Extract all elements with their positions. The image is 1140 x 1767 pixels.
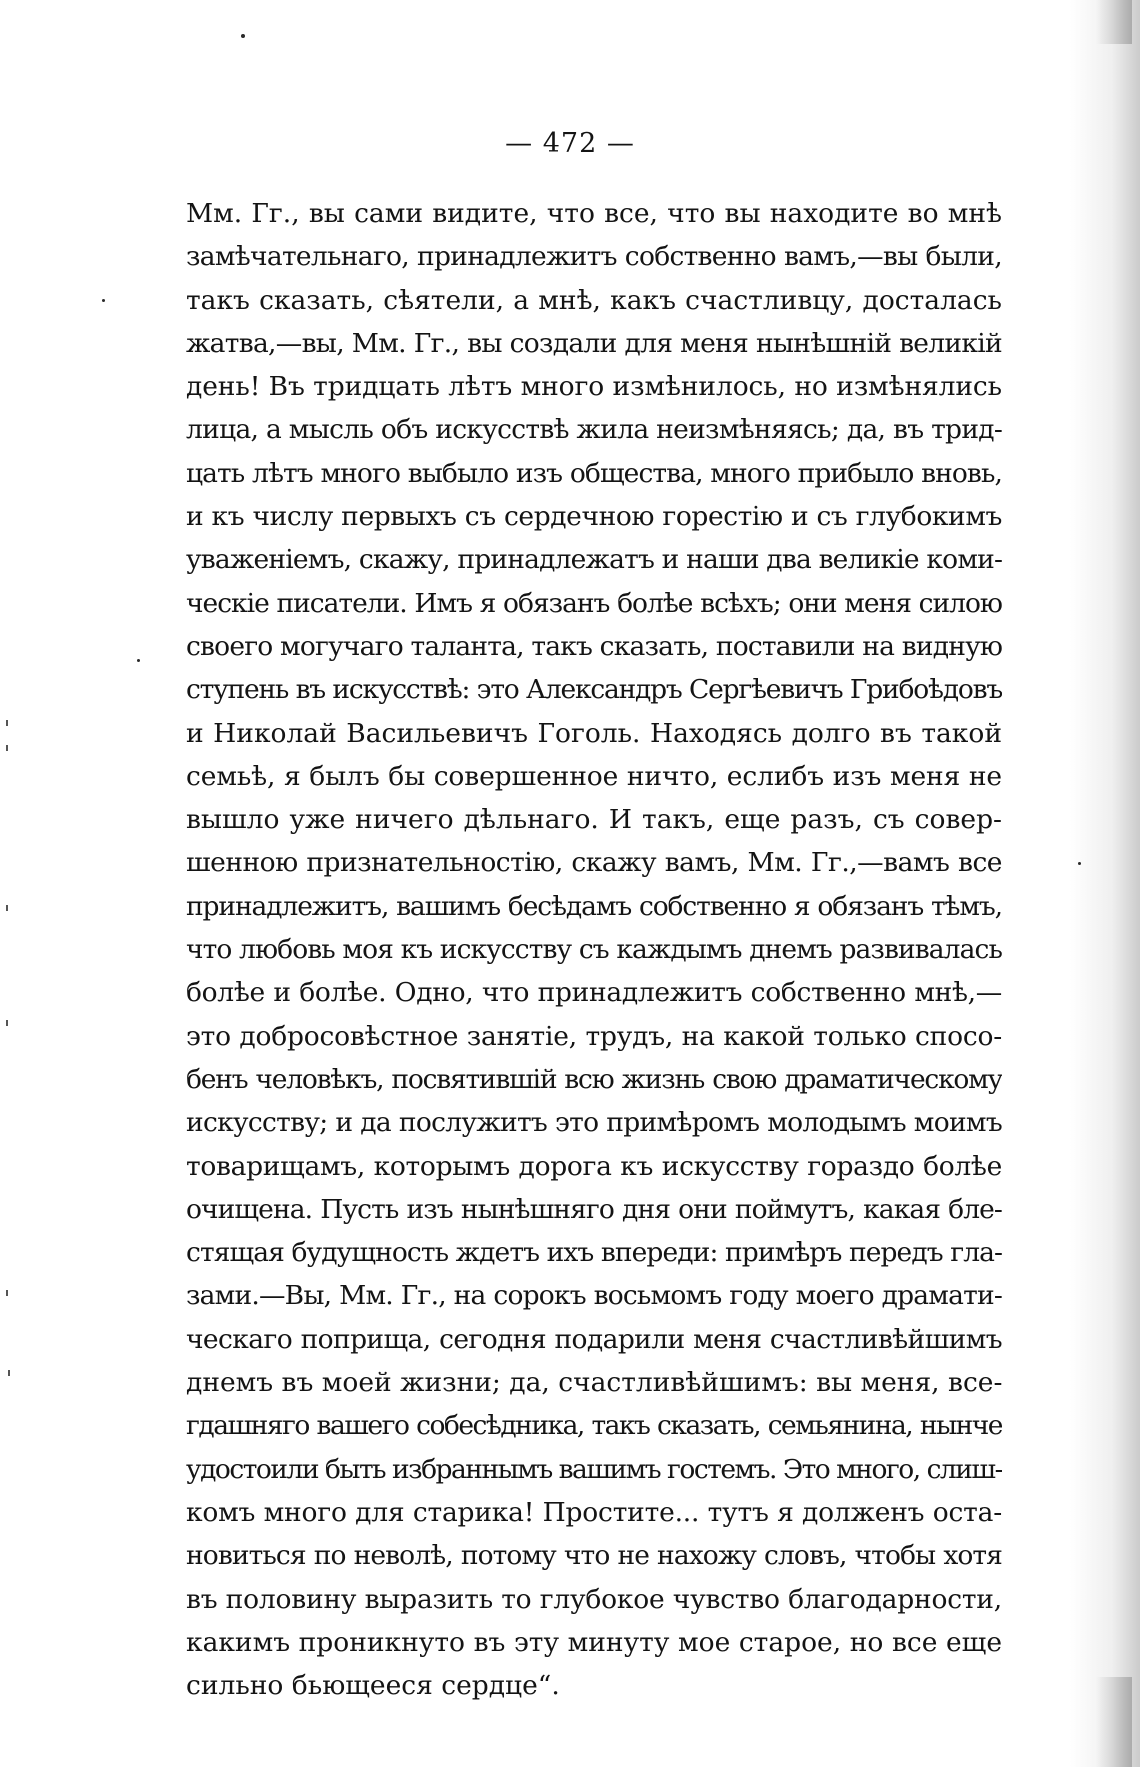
text-line: стящая будущность ждетъ ихъ впереди: примѣръ передъ гла- bbox=[186, 1237, 1002, 1269]
scan-mark bbox=[6, 720, 8, 726]
text-line-last: сильно бьющееся сердце“. bbox=[186, 1670, 560, 1702]
scan-mark bbox=[6, 1290, 8, 1296]
text-line: замѣчательнаго, принадлежитъ собственно вамъ,—вы были, bbox=[186, 241, 1002, 273]
text-line: болѣе и болѣе. Одно, что принадлежитъ собственно мнѣ,— bbox=[186, 977, 1002, 1009]
scan-speck bbox=[1078, 862, 1081, 865]
text-line: зами.—Вы, Мм. Гг., на сорокъ восьмомъ году моего драмати- bbox=[186, 1280, 1002, 1312]
text-line: цать лѣтъ много выбыло изъ общества, много прибыло вновь, bbox=[186, 457, 1002, 489]
scan-mark bbox=[6, 745, 8, 751]
page-edge-shadow bbox=[1070, 0, 1140, 1767]
text-line: и Николай Васильевичъ Гоголь. Находясь долго въ такой bbox=[186, 717, 1002, 749]
text-line: гдашняго вашего собесѣдника, такъ сказать, семьянина, нынче bbox=[186, 1410, 1002, 1442]
text-line: ступень въ искусствѣ: это Александръ Сергѣевичъ Грибоѣдовъ bbox=[186, 674, 1002, 706]
text-line: вышло уже ничего дѣльнаго. И такъ, еще разъ, съ совер- bbox=[186, 804, 1002, 836]
text-line: лица, а мысль объ искусствѣ жила неизмѣняясь; да, въ трид- bbox=[186, 414, 1002, 446]
page-number: — 472 — bbox=[505, 128, 635, 159]
body-text bbox=[186, 192, 1002, 1707]
text-line: комъ много для старика! Простите... тутъ я долженъ оста- bbox=[186, 1496, 1002, 1528]
text-line: такъ сказать, сѣятели, а мнѣ, какъ счастливцу, досталась bbox=[186, 284, 1002, 316]
text-line: шенною признательностію, скажу вамъ, Мм. Гг.,—вамъ все bbox=[186, 847, 1002, 879]
text-line: товарищамъ, которымъ дорога къ искусству гораздо болѣе bbox=[186, 1150, 1002, 1182]
text-line: ческаго поприща, сегодня подарили меня счастливѣйшимъ bbox=[186, 1323, 1002, 1355]
text-line: Мм. Гг., вы сами видите, что все, что вы находите во мнѣ bbox=[186, 198, 1002, 229]
text-line: новиться по неволѣ, потому что не нахожу словъ, чтобы хотя bbox=[186, 1540, 1002, 1572]
text-line: бенъ человѣкъ, посвятившій всю жизнь свою драматическому bbox=[186, 1063, 1002, 1095]
scan-speck bbox=[102, 299, 105, 302]
text-line: ческіе писатели. Имъ я обязанъ болѣе всѣхъ; они меня силою bbox=[186, 587, 1002, 619]
text-line: что любовь моя къ искусству съ каждымъ днемъ развивалась bbox=[186, 934, 1002, 966]
text-line: своего могучаго таланта, такъ сказать, поставили на видную bbox=[186, 630, 1002, 662]
scan-mark bbox=[8, 1370, 10, 1376]
text-line: жатва,—вы, Мм. Гг., вы создали для меня нынѣшній великій bbox=[186, 327, 1002, 359]
text-line: въ половину выразить то глубокое чувство благодарности, bbox=[186, 1583, 1002, 1615]
page-edge-mark-top bbox=[1096, 0, 1132, 44]
text-line: днемъ въ моей жизни; да, счастливѣйшимъ: вы меня, все- bbox=[186, 1367, 1002, 1399]
text-line: искусству; и да послужитъ это примѣромъ молодымъ моимъ bbox=[186, 1107, 1002, 1139]
text-line: уваженіемъ, скажу, принадлежатъ и наши два великіе коми- bbox=[186, 544, 1002, 576]
text-line: семьѣ, я былъ бы совершенное ничто, еслибъ изъ меня не bbox=[186, 760, 1002, 792]
text-line: это добросовѣстное занятіе, трудъ, на какой только спосо- bbox=[186, 1020, 1002, 1052]
scan-speck bbox=[241, 34, 245, 38]
text-line: очищена. Пусть изъ нынѣшняго дня они поймутъ, какая бле- bbox=[186, 1193, 1002, 1225]
text-line: и къ числу первыхъ съ сердечною горестію и съ глубокимъ bbox=[186, 501, 1002, 533]
scan-speck bbox=[137, 659, 140, 662]
scan-mark bbox=[6, 1020, 8, 1026]
scan-mark bbox=[6, 905, 8, 911]
page-edge-mark-bottom bbox=[1096, 1677, 1132, 1767]
text-line: принадлежитъ, вашимъ бесѣдамъ собственно я обязанъ тѣмъ, bbox=[186, 890, 1002, 922]
text-line: какимъ проникнуто въ эту минуту мое старое, но все еще bbox=[186, 1626, 1002, 1658]
text-line: удостоили быть избраннымъ вашимъ гостемъ. Это много, слиш- bbox=[186, 1453, 1002, 1485]
text-line: день! Въ тридцать лѣтъ много измѣнилось, но измѣнялись bbox=[186, 371, 1002, 403]
